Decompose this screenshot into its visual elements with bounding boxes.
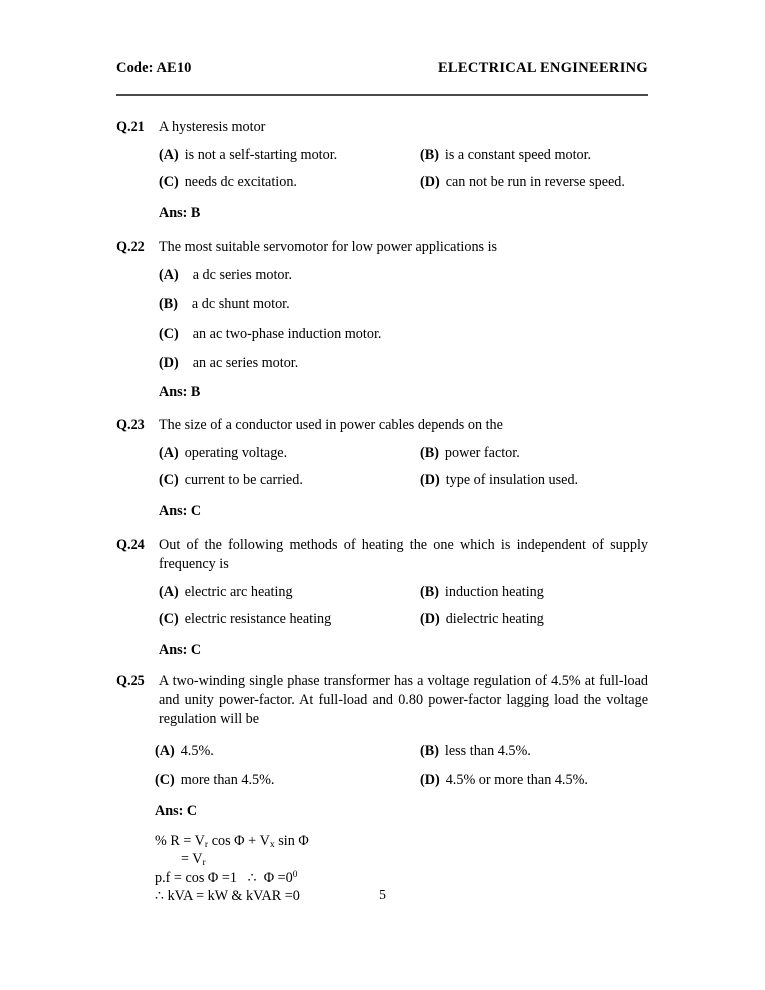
page-header [116,60,648,77]
question-list [0,118,765,906]
subscript-r: r [204,838,209,850]
option-row [159,610,648,628]
option-text: an ac series motor. [192,355,299,372]
option-b[interactable] [159,295,290,313]
option-label: (D) [420,472,440,489]
option-row [155,742,648,760]
option-a[interactable] [155,742,420,760]
option-d[interactable] [420,771,648,789]
option-text: power factor. [444,444,520,461]
answer-label: Ans: B [159,204,201,221]
option-text: current to be carried. [184,472,303,489]
answer-label: Ans: C [159,641,202,658]
option-text: a dc shunt motor. [191,296,290,313]
option-label: (A) [159,444,179,461]
option-label: (C) [159,611,179,628]
question-block [0,416,765,520]
question-stem-row [116,238,648,257]
question-text: A two-winding single phase transformer has a voltage regulation of 4.5% at full-load and unity power-factor. At full-load and 0.80 power-factor lagging load the voltage regulation will be [159,672,648,727]
option-row [159,444,648,462]
option-text: is a constant speed motor. [444,147,592,164]
subscript-r: r [202,857,206,869]
option-label: (B) [420,742,439,759]
option-text: less than 4.5%. [444,742,531,759]
option-row [159,295,648,313]
question-stem-row [116,536,648,574]
header-divider [116,94,648,96]
solution-line-3: p.f = cos Φ =1 ∴ $\Phi =0^0$ [155,869,298,886]
option-d[interactable] [420,610,648,628]
option-text: operating voltage. [184,444,288,461]
option-label: (D) [159,355,179,372]
answer-label: Ans: C [155,802,198,819]
solution-line-2: = $V_r$ [181,851,206,869]
solution-line-4: ∴ kVA = kW & kVAR =0 [155,888,300,905]
question-block [0,672,765,906]
option-text: a dc series motor. [192,266,292,283]
question-number: Q.25 [116,672,145,689]
option-text: an ac two-phase induction motor. [192,325,382,342]
option-row [159,354,648,372]
question-block [0,238,765,401]
option-c[interactable] [159,471,420,489]
superscript-degree: 0 [292,869,298,880]
question-text: Out of the following methods of heating the one which is independent of supply frequency is [159,536,648,572]
option-row [155,771,648,789]
option-d[interactable] [159,354,298,372]
option-c[interactable] [159,173,420,191]
option-label: (C) [159,325,179,342]
option-d[interactable] [420,173,648,191]
option-text: 4.5% or more than 4.5%. [445,772,588,789]
option-b[interactable] [420,146,648,164]
option-row [159,146,648,164]
header-subject: ELECTRICAL ENGINEERING [437,60,648,76]
option-label: (B) [420,583,439,600]
option-label: (D) [420,611,440,628]
question-text: The most suitable servomotor for low power applications is [159,238,498,255]
option-row [159,173,648,191]
option-label: (A) [159,266,179,283]
option-text: type of insulation used. [445,472,579,489]
option-b[interactable] [420,444,648,462]
option-row [159,471,648,489]
option-label: (A) [159,147,179,164]
option-list [155,742,648,790]
option-text: is not a self-starting motor. [184,147,338,164]
option-label: (D) [420,772,440,789]
option-a[interactable] [159,266,292,284]
option-c[interactable] [155,771,420,789]
option-label: (D) [420,174,440,191]
page-footer [0,887,765,903]
option-d[interactable] [420,471,648,489]
option-c[interactable] [159,610,420,628]
option-label: (B) [420,444,439,461]
option-label: (C) [155,772,175,789]
option-text: induction heating [444,583,544,600]
solution-line-1: % $R = V_r$ $\cos \Phi + V_x$ sin Φ [155,832,309,850]
option-b[interactable] [420,583,648,601]
option-text: electric arc heating [184,583,293,600]
option-a[interactable] [159,444,420,462]
option-text: electric resistance heating [184,611,332,628]
option-text: 4.5%. [180,742,214,759]
question-stem-row [116,118,648,137]
option-row [159,583,648,601]
option-text: more than 4.5%. [180,772,275,789]
option-list [159,266,648,373]
option-row [159,266,648,284]
page-number: 5 [379,887,386,902]
option-c[interactable] [159,325,381,343]
question-text: The size of a conductor used in power cables depends on the [159,416,503,433]
question-block [0,536,765,659]
question-block [0,118,765,222]
option-label: (C) [159,174,179,191]
option-list [159,146,648,192]
option-text: dielectric heating [445,611,544,628]
header-code: Code: AE10 [116,60,192,76]
question-stem-row [116,672,648,729]
answer-label: Ans: B [159,383,201,400]
option-text: can not be run in reverse speed. [445,174,625,191]
option-label: (B) [420,147,439,164]
answer-label: Ans: C [159,502,202,519]
question-number: Q.22 [116,238,145,255]
option-text: needs dc excitation. [184,174,297,191]
question-number: Q.23 [116,416,145,433]
subscript-x: x [269,838,275,850]
option-label: (A) [155,742,175,759]
option-label: (C) [159,472,179,489]
question-number: Q.21 [116,119,145,135]
option-a[interactable] [159,146,420,164]
option-list [159,583,648,629]
question-text: A hysteresis motor [159,119,266,135]
option-row [159,325,648,343]
option-label: (A) [159,583,179,600]
option-label: (B) [159,296,178,313]
question-number: Q.24 [116,536,145,553]
option-b[interactable] [420,742,648,760]
option-a[interactable] [159,583,420,601]
option-list [159,444,648,490]
question-stem-row [116,416,648,435]
